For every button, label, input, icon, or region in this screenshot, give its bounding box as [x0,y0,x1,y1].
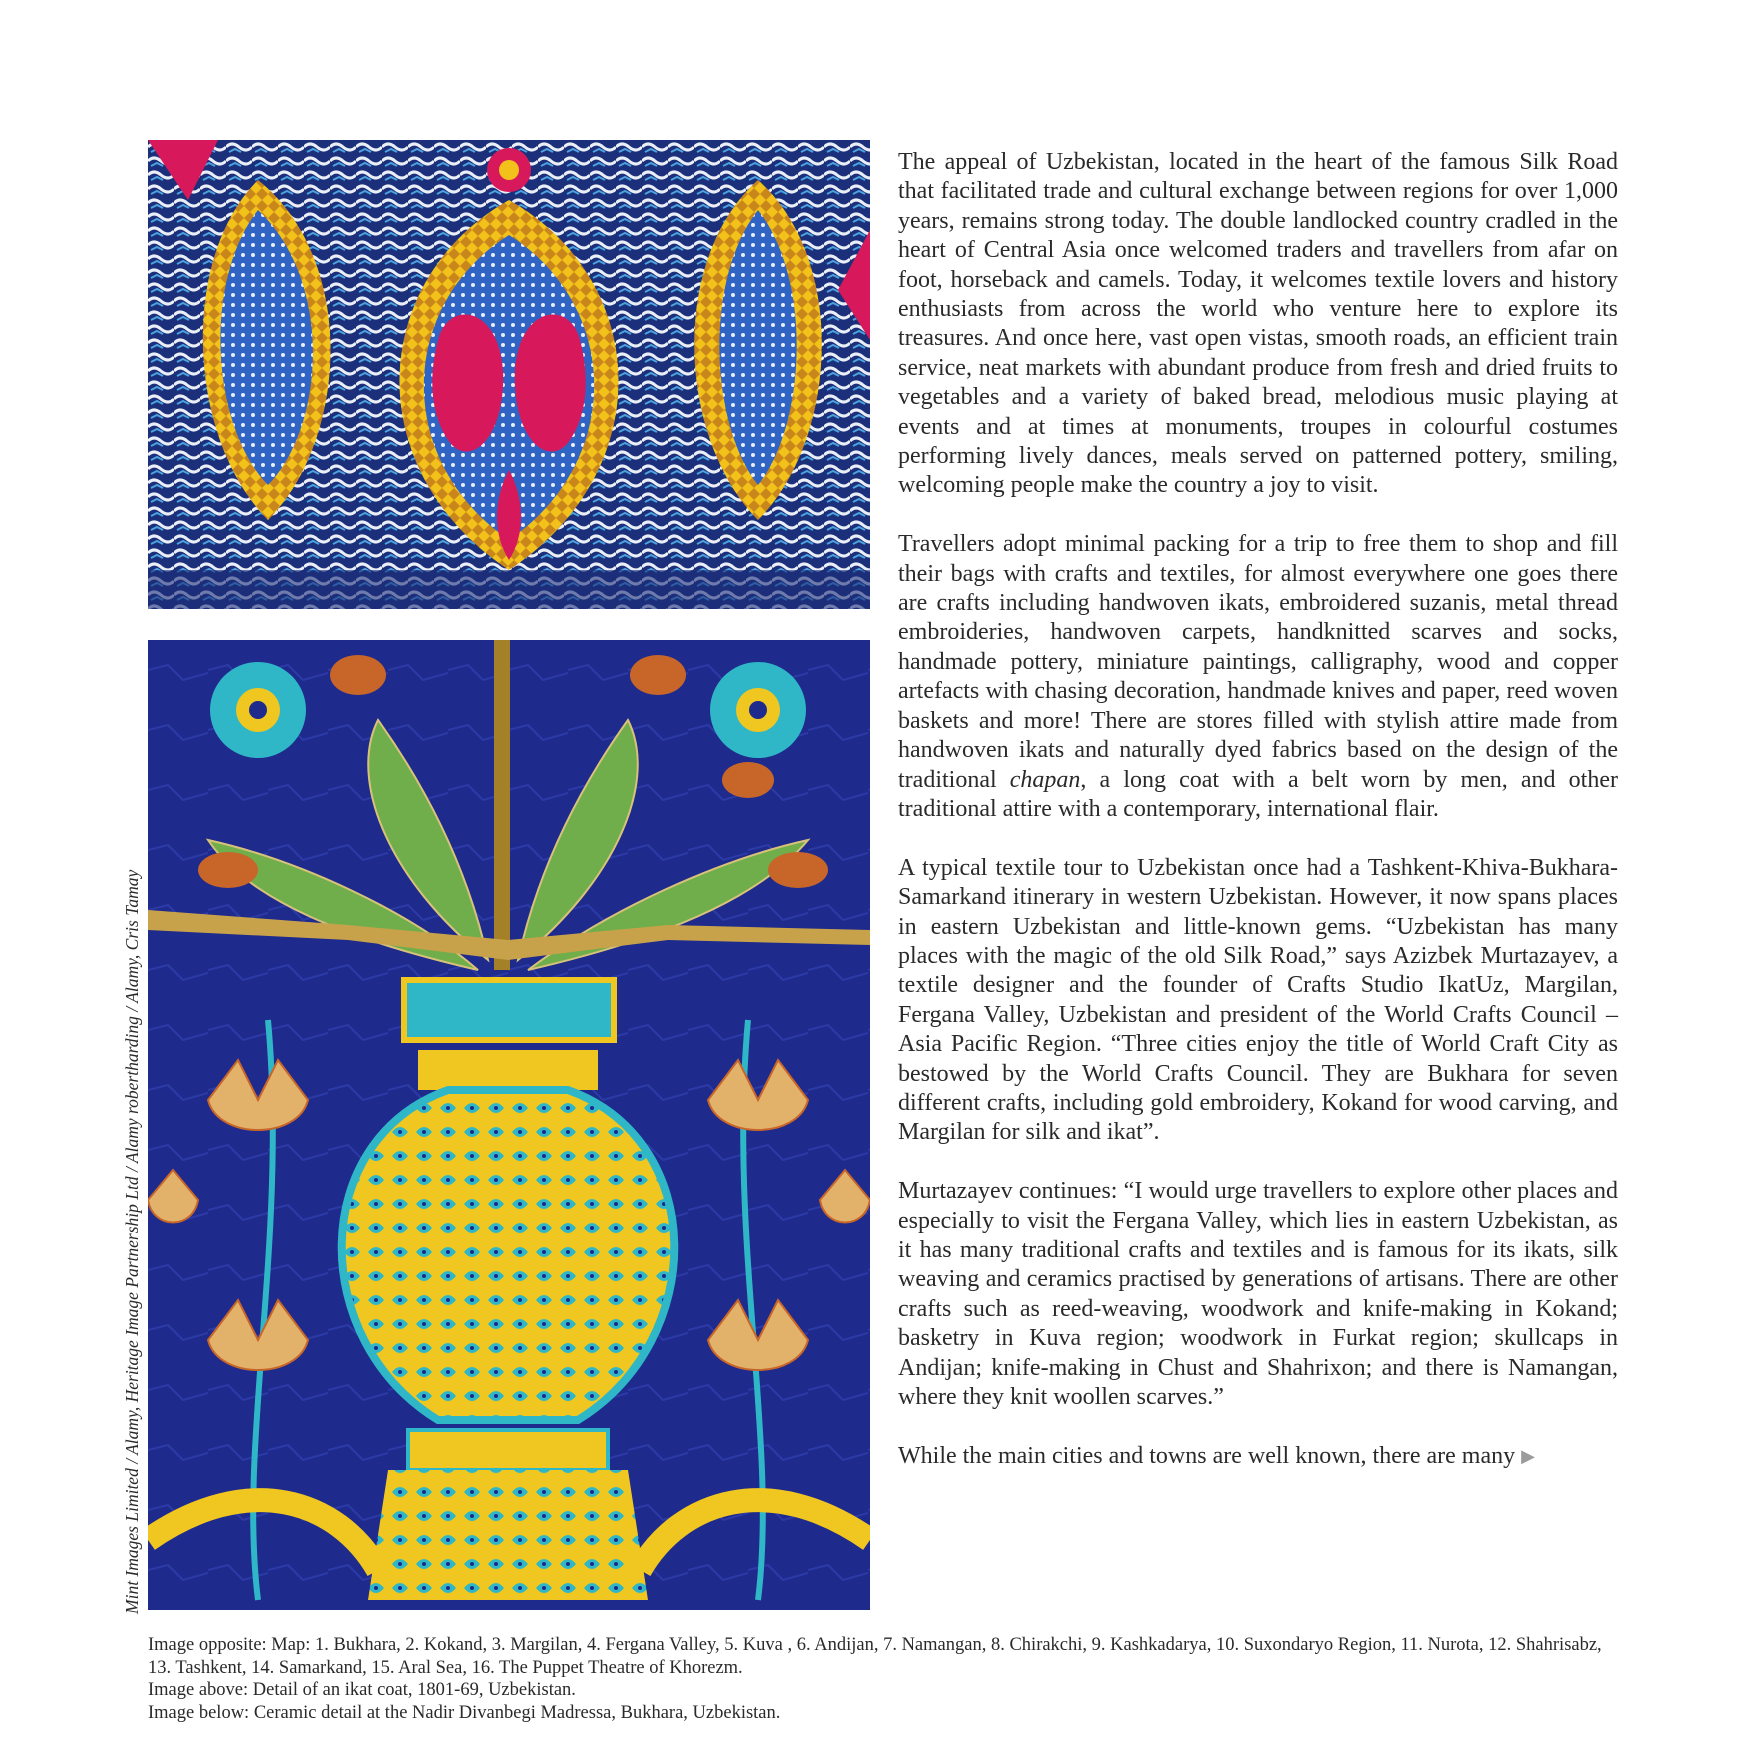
ikat-coat-photo [148,140,870,609]
caption-map: Image opposite: Map: 1. Bukhara, 2. Kokand, 3. Margilan, 4. Fergana Valley, 5. Kuva , 6. Andijan, 7. Namangan, 8. Chirakchi, 9. Kashkadarya, 10. Suxondaryo Region, 11. Nurota, 12. Shahrisabz, 13. Tashkent, 14. Samarkand, 15. Aral Sea, 16. The Puppet Theatre of Khorezm. [148,1635,1602,1678]
ceramic-tile-photo [148,640,870,1610]
image-captions [148,1634,1618,1724]
chapan-term: chapan [1009,766,1081,793]
ceramic-tile-image [148,640,870,1610]
ikat-coat-image [148,140,870,609]
paragraph: The appeal of Uzbekistan, located in the heart of the famous Silk Road that facilitated trade and cultural exchange between regions for over 1,000 years, remains strong today. The double landlocked country cradled in the heart of Central Asia once welcomed traders and travellers from afar on foot, horseback and camels. Today, it welcomes textile lovers and history enthusiasts from across the world who venture here to explore its treasures. And once here, vast open vistas, smooth roads, an efficient train service, neat markets with abundant produce from fresh and dried fruits to vegetables and a variety of baked bread, melodious music playing at events and at times at monuments, troupes in colourful costumes performing lively dances, meals served on patterned pottery, smiling, welcoming people make the country a joy to visit. [898,149,1618,499]
paragraph-text: Travellers adopt minimal packing for a trip to free them to shop and fill their bags with crafts and textiles, for almost everywhere one goes there are crafts including handwoven ikats, embroidered suzanis, metal thread embroideries, handwoven carpets, handknitted scarves and socks, handmade pottery, miniature paintings, calligraphy, wood and copper artefacts with chasing decoration, handmade knives and paper, reed woven baskets and more! There are stores filled with stylish attire made from handwoven ikats and naturally dyed fabrics based on the design of the traditional [898,531,1618,793]
paragraph-continued [898,1442,1618,1471]
paragraph-text: , a long coat with a belt worn by men, and other traditional attire with a contemporary, international flair. [898,766,1618,822]
triangle-right-icon: ▶ [1521,1445,1535,1466]
caption-below: Image below: Ceramic detail at the Nadir Divanbegi Madressa, Bukhara, Uzbekistan. [148,1702,781,1723]
paragraph: Murtazayev continues: “I would urge travellers to explore other places and especially to visit the Fergana Valley, which lies in eastern Uzbekistan, as it has many traditional crafts and textiles and is famous for its ikats, silk weaving and ceramics practised by generations of artisans. There are other crafts such as reed-weaving, woodwork and knife-making in Kokand; basketry in Kuva region; woodwork in Furkat region; skullcaps in Andijan; knife-making in Chust and Shahrixon; and there is Namangan, where they knit woollen scarves.” [898,1178,1618,1411]
paragraph [898,530,1618,824]
caption-above: Image above: Detail of an ikat coat, 1801-69, Uzbekistan. [148,1680,576,1700]
photo-credit: Mint Images Limited / Alamy, Heritage Image Partnership Ltd / Alamy robertharding / Alamy, Cris Tamay [122,869,142,1614]
paragraph: A typical textile tour to Uzbekistan once had a Tashkent-Khiva-Bukhara-Samarkand itinerary in western Uzbekistan. However, it now spans places in eastern Uzbekistan and little-known gems. “Uzbekistan has many places with the magic of the old Silk Road,” says Azizbek Murtazayev, a textile designer and the founder of Crafts Studio IkatUz, Margilan, Fergana Valley, Uzbekistan and president of the World Crafts Council – Asia Pacific Region. “Three cities enjoy the title of World Craft City as bestowed by the World Crafts Council. They are Bukhara for seven different crafts, including gold embroidery, Kokand for wood carving, and Margilan for silk and ikat”. [898,854,1618,1146]
paragraph-text: While the main cities and towns are well known, there are many [898,1442,1516,1469]
article-body [898,148,1618,1501]
